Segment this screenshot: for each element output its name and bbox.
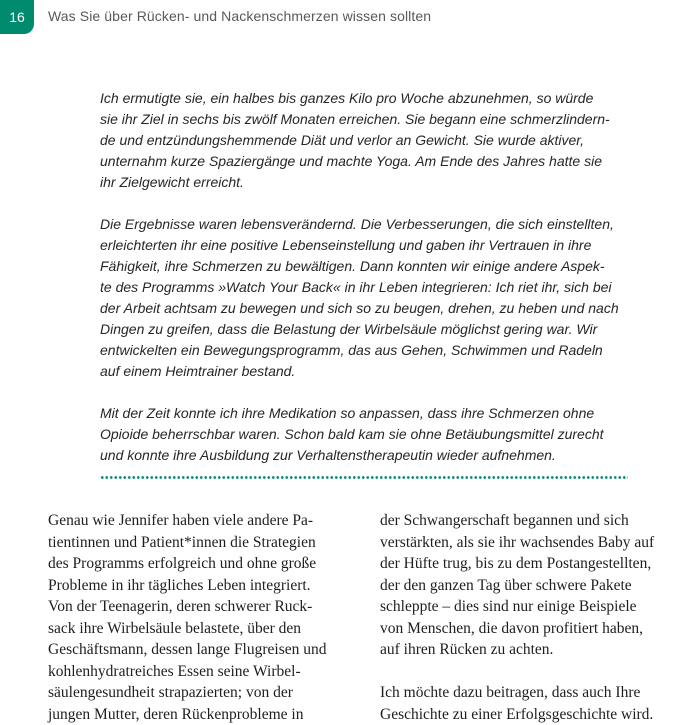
case-study-paragraph: Ich ermutigte sie, ein halbes bis ganzes Kilo pro Woche abzunehmen, so würde sie ihr Ziel in sechs bis zwölf Monaten erreichen. Sie begann eine schmerzlindern- de und entzündungshemmende Diät und verlor an Gewicht. Sie wurde aktiver, unternahm kurze Spaziergänge und machte Yoga. Am Ende des Jahres hatte sie ihr Zielgewicht erreicht.	[100, 90, 610, 190]
page-header	[0, 0, 674, 34]
dotted-divider	[100, 476, 628, 479]
body-paragraph: Genau wie Jennifer haben viele andere Pa- tientinnen und Patient*innen die Strategien des Programms erfolgreich und ohne große Probleme in ihr tägliches Leben integriert. Von der Teenagerin, deren schwerer Ruck- sack ihre Wirbelsäule belastete, über den Geschäftsmann, dessen lange Flugreisen und kohlenhydratreiches Essen seine Wirbel- säulengesundheit strapazierten; von der jungen Mutter, deren Rückenprobleme in	[48, 512, 327, 723]
running-title: Was Sie über Rücken- und Nackenschmerzen wissen sollten	[48, 8, 432, 24]
body-paragraph: Ich möchte dazu beitragen, dass auch Ihre Geschichte zu einer Erfolgsgeschichte wird.	[380, 684, 654, 723]
page-number-badge: 16	[0, 0, 34, 34]
body-paragraph: der Schwangerschaft begannen und sich verstärkten, als sie ihr wachsendes Baby auf der Hüfte trug, bis zu dem Postangestellten, der den ganzen Tag über schwere Pakete schleppte – dies sind nur einige Beispiele von Menschen, die davon profitiert haben, auf ihren Rücken zu achten.	[380, 512, 655, 658]
left-text-column	[48, 510, 348, 725]
right-text-column	[380, 510, 674, 725]
case-study-paragraph: Mit der Zeit konnte ich ihre Medikation so anpassen, dass ihre Schmerzen ohne Opioide beherrschbar waren. Schon bald kam sie ohne Betäubungsmittel zurecht und konnte ihre Ausbildung zur Verhaltenstherapeutin wieder aufnehmen.	[100, 405, 604, 463]
case-study-box	[100, 88, 634, 466]
case-study-paragraph: Die Ergebnisse waren lebensverändernd. Die Verbesserungen, die sich einstellten, erleichterten ihr eine positive Lebenseinstellung und gaben ihr Vertrauen in ihre Fähigkeit, ihre Schmerzen zu bewältigen. Dann konnten wir einige andere Aspek- te des Programms »Watch Your Back« in ihr Leben integrieren: Ich riet ihr, sich bei der Arbeit achtsam zu bewegen und sich so zu beugen, drehen, zu heben und nach Dingen zu greifen, dass die Belastung der Wirbelsäule möglichst gering war. Wir entwickelten ein Bewegungsprogramm, das aus Gehen, Schwimmen und Radeln auf einem Heimtrainer bestand.	[100, 216, 619, 379]
